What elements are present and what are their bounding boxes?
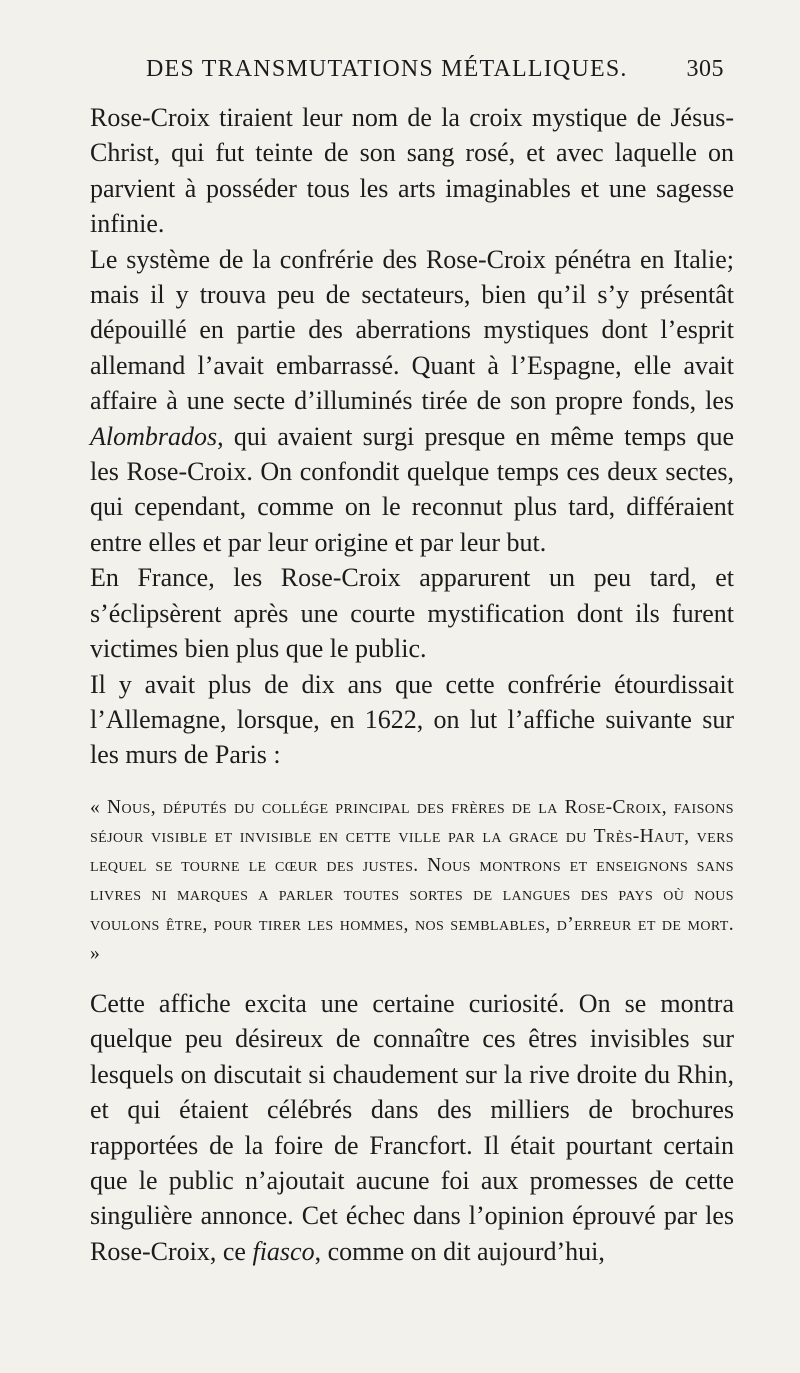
- page-number: 305: [686, 56, 724, 82]
- paragraph-5-text-a: Cette affiche excita une certaine curiosité. On se montra quelque peu désireux de connaître ces êtres invisibles sur lesquels on discutait si chaudement sur la rive droite du Rhin, et qui étaient célébrés dans des milliers de brochures rapportées de la foire de Francfort. Il était pourtant certain que le public n’ajoutait aucune foi aux promesses de cette singulière annonce. Cet échec dans l’opinion éprouvé par les Rose-Croix, ce: [90, 988, 734, 1266]
- paragraph-5-italic: fiasco: [252, 1236, 315, 1266]
- paragraph-2-text-b: , qui avaient surgi presque en même temps que les Rose-Croix. On confondit quelque temps ces deux sectes, qui cependant, comme on le reconnut plus tard, différaient entre elles et par leur origine et par leur but.: [90, 421, 734, 557]
- paragraph-5-text-b: , comme on dit aujourd’hui,: [314, 1236, 605, 1266]
- paragraph-2-italic: Alombrados: [90, 421, 218, 451]
- running-title: DES TRANSMUTATIONS MÉTALLIQUES.: [146, 56, 628, 82]
- paragraph-3: En France, les Rose-Croix apparurent un peu tard, et s’éclipsèrent après une courte mystification dont ils furent victimes bien plus que le public.: [90, 563, 734, 664]
- paragraph-2-text-a: Le système de la confrérie des Rose-Croix pénétra en Italie; mais il y trouva peu de sectateurs, bien qu’il s’y présentât dépouillé en partie des aberrations mystiques dont l’esprit allemand l’avait embarrassé. Quant à l’Espagne, elle avait affaire à une secte d’illuminés tirée de son propre fonds, les: [90, 244, 734, 416]
- paragraph-1: Rose-Croix tiraient leur nom de la croix mystique de Jésus-Christ, qui fut teinte de son sang rosé, et avec laquelle on parvient à posséder tous les arts imaginables et une sagesse infinie.: [90, 103, 734, 239]
- paragraph-2: [90, 242, 734, 561]
- running-head: [90, 56, 734, 86]
- paragraph-4: Il y avait plus de dix ans que cette confrérie étourdissait l’Allemagne, lorsque, en 1622, on lut l’affiche suivante sur les murs de Paris :: [90, 669, 734, 770]
- poster-quote: « Nous, députés du collége principal des frères de la Rose-Croix, faisons séjour visible et invisible en cette ville par la grace du Très-Haut, vers lequel se tourne le cœur des justes. Nous montrons et enseignons sans livres ni marques a parler toutes sortes de langues des pays où nous voulons être, pour tirer les hommes, nos semblables, d’erreur et de mort. »: [90, 796, 734, 964]
- paragraph-5: [90, 986, 734, 1269]
